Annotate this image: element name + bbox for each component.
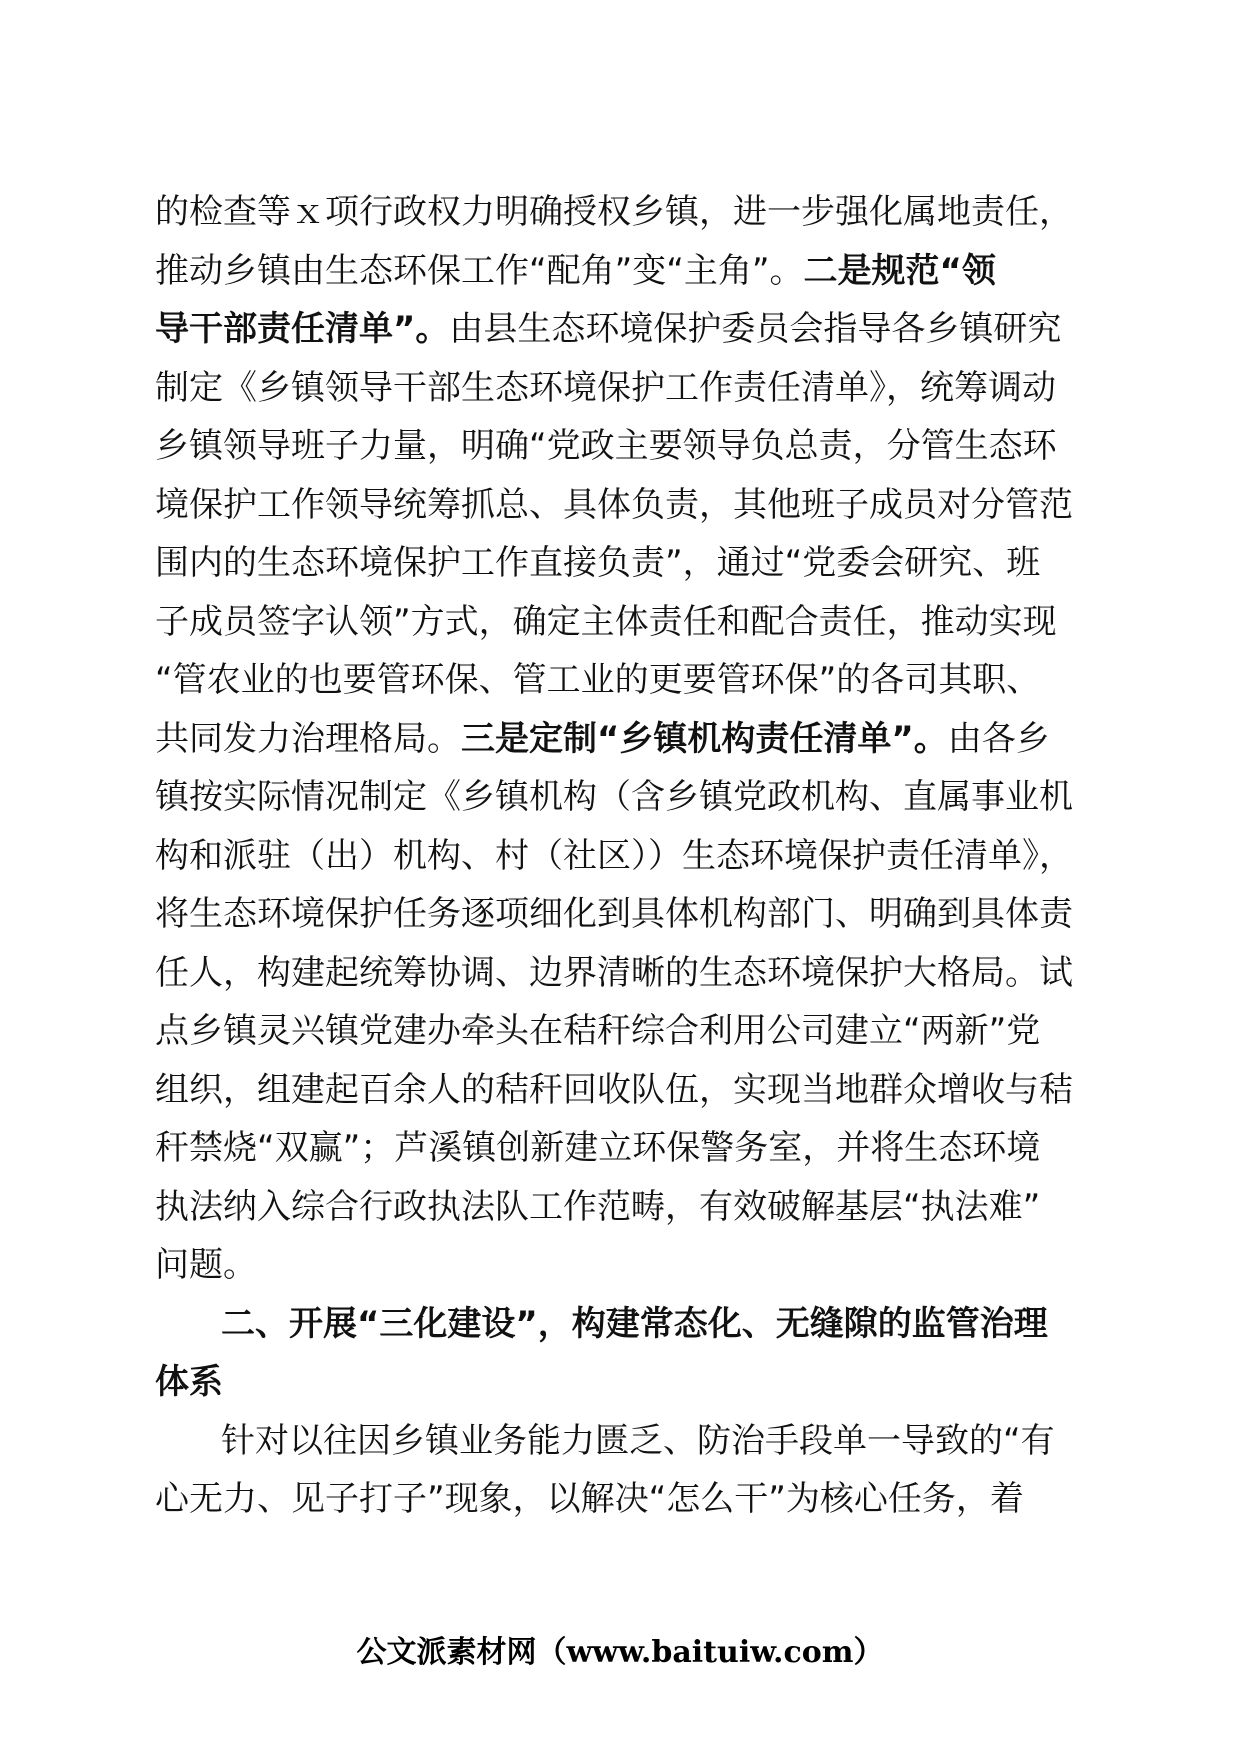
text-line — [155, 242, 1085, 301]
text-segment: 执法纳入综合行政执法队工作范畴，有效破解基层“执法难” — [155, 1186, 1041, 1227]
text-segment: 针对以往因乡镇业务能力匮乏、防治手段单一导致的“有 — [221, 1420, 1055, 1461]
text-segment: 乡镇领导班子力量，明确“党政主要领导负总责，分管生态环 — [155, 426, 1057, 466]
text-segment: 点乡镇灵兴镇党建办牵头在秸秆综合利用公司建立“两新”党 — [155, 1011, 1041, 1051]
text-segment: 组织，组建起百余人的秸秆回收队伍，实现当地群众增收与秸 — [155, 1069, 1073, 1110]
text-line — [155, 359, 1085, 418]
text-line — [155, 1061, 1085, 1120]
bold-text-segment: 三是定制“乡镇机构责任清单”。 — [461, 718, 948, 759]
text-segment: 由各乡 — [947, 718, 1050, 759]
text-line — [155, 1178, 1085, 1237]
bold-text-segment: 二、开展“三化建设”，构建常态化、无缝隙的监管治理 — [221, 1303, 1048, 1344]
text-line — [155, 1412, 1085, 1471]
text-line — [155, 710, 1085, 769]
text-segment: 秆禁烧“双赢”；芦溪镇创新建立环保警务室，并将生态环境 — [155, 1128, 1041, 1168]
text-segment: 构和派驻（出）机构、村（社区））生态环境保护责任清单》， — [155, 835, 1073, 876]
text-line — [155, 1119, 1085, 1178]
text-line — [155, 593, 1085, 652]
text-line — [155, 944, 1085, 1003]
text-segment: 围内的生态环境保护工作直接负责”，通过“党委会研究、班 — [155, 543, 1041, 583]
text-line — [155, 1236, 1085, 1295]
bold-text-segment: 体系 — [155, 1362, 223, 1402]
footer-watermark: 公文派素材网（www.baituiw.com） — [356, 1635, 884, 1670]
text-line — [155, 1353, 1085, 1412]
text-segment: 将生态环境保护任务逐项细化到具体机构部门、明确到具体责 — [155, 894, 1073, 934]
text-segment: 制定《乡镇领导干部生态环境保护工作责任清单》，统筹调动 — [155, 367, 1056, 408]
text-segment: 镇按实际情况制定《乡镇机构（含乡镇党政机构、直属事业机 — [155, 777, 1073, 817]
text-line — [155, 183, 1085, 242]
text-segment: 境保护工作领导统筹抓总、具体负责，其他班子成员对分管范 — [155, 484, 1073, 525]
bold-text-segment: 二是规范“领 — [803, 250, 996, 291]
text-segment: 由县生态环境保护委员会指导各乡镇研究 — [449, 309, 1062, 349]
text-line — [155, 300, 1085, 359]
text-line — [155, 1295, 1085, 1354]
text-segment: 推动乡镇由生态环保工作“配角”变“主角”。 — [155, 250, 804, 291]
text-segment: 任人，构建起统筹协调、边界清晰的生态环境保护大格局。试 — [155, 952, 1073, 993]
text-segment: 共同发力治理格局。 — [155, 718, 461, 759]
text-line — [155, 768, 1085, 827]
text-line — [155, 1470, 1085, 1529]
text-segment: 心无力、见子打子”现象，以解决“怎么干”为核心任务，着 — [155, 1479, 1024, 1519]
text-line — [155, 417, 1085, 476]
text-segment: “管农业的也要管环保、管工业的更要管环保”的各司其职、 — [155, 660, 1041, 700]
text-line — [155, 534, 1085, 593]
text-segment: 的检查等ｘ项行政权力明确授权乡镇，进一步强化属地责任， — [155, 192, 1073, 232]
text-line — [155, 476, 1085, 535]
text-segment: 问题。 — [155, 1245, 257, 1285]
text-line — [155, 885, 1085, 944]
text-segment: 子成员签字认领”方式，确定主体责任和配合责任，推动实现 — [155, 601, 1057, 642]
text-line — [155, 1002, 1085, 1061]
text-line — [155, 827, 1085, 886]
document-body — [155, 183, 1085, 1529]
text-line — [155, 651, 1085, 710]
bold-text-segment: 导干部责任清单”。 — [155, 309, 450, 349]
